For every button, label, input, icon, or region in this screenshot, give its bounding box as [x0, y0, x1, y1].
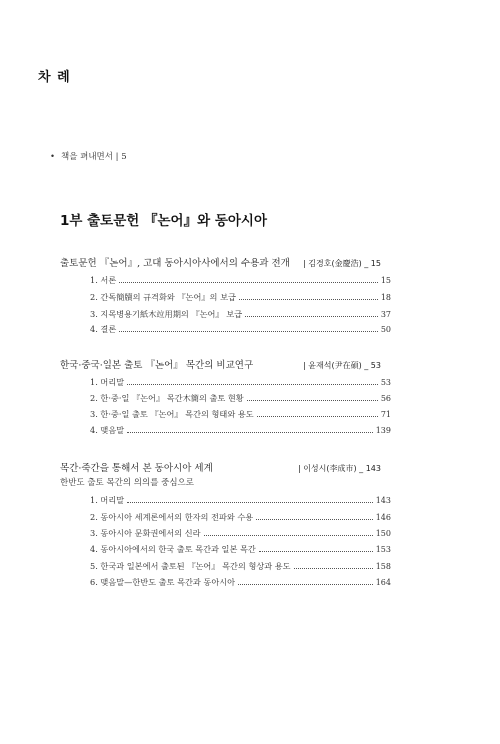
- dot-leader: [247, 399, 378, 401]
- toc-entry[interactable]: [90, 544, 391, 555]
- toc-entry[interactable]: [90, 577, 391, 588]
- entry-page: 143: [375, 496, 391, 505]
- toc-entry[interactable]: [90, 495, 391, 506]
- entry-page: 15: [380, 276, 391, 285]
- chapter-subtitle: 한반도 출토 목간의 의의를 중심으로: [60, 478, 194, 488]
- entry-label: 3. 동아시아 문화권에서의 신라: [90, 528, 201, 538]
- chapter-author-page: | 김경호(金慶浩) _ 15: [303, 259, 381, 268]
- entry-label: 1. 머리말: [90, 377, 125, 387]
- entry-page: 139: [375, 426, 391, 435]
- entry-page: 71: [380, 410, 391, 419]
- dot-leader: [127, 431, 373, 433]
- preface-entry[interactable]: [50, 150, 127, 162]
- entry-label: 5. 한국과 일본에서 출토된 『논어』 목간의 형상과 용도: [90, 561, 291, 571]
- toc-entry[interactable]: [90, 393, 391, 404]
- entry-label: 4. 동아시아에서의 한국 출토 목간과 일본 목간: [90, 544, 256, 554]
- toc-entry[interactable]: [90, 309, 391, 320]
- dot-leader: [257, 415, 378, 417]
- entry-label: 3. 지목병용기紙木竝用期의 『논어』 보급: [90, 309, 243, 319]
- toc-entry[interactable]: [90, 324, 391, 335]
- entry-label: 4. 결론: [90, 324, 117, 334]
- page-heading: 차 례: [38, 70, 71, 85]
- chapter-title: 한국·중국·일본 출토 『논어』 목간의 비교연구: [60, 360, 254, 371]
- entry-page: 158: [375, 562, 391, 571]
- entry-label: 3. 한·중·일 출토 『논어』 목간의 형태와 용도: [90, 409, 254, 419]
- entry-page: 53: [380, 378, 391, 387]
- entry-label: 1. 서론: [90, 275, 117, 285]
- entry-label: 4. 맺음말: [90, 425, 125, 435]
- entry-label: 2. 한·중·일 『논어』 목간木簡의 출토 현황: [90, 393, 244, 403]
- chapter-author-page: | 이성시(李成市) _ 143: [297, 464, 381, 473]
- entry-page: 50: [380, 325, 391, 334]
- dot-leader: [127, 383, 378, 385]
- dot-leader: [127, 501, 373, 503]
- toc-entry[interactable]: [90, 409, 391, 420]
- preface-label: 책을 펴내면서 | 5: [61, 152, 127, 162]
- dot-leader: [245, 315, 378, 317]
- dot-leader: [259, 550, 373, 552]
- dot-leader: [238, 583, 373, 585]
- chapter-author-page: | 윤재석(尹在碩) _ 53: [303, 361, 381, 370]
- toc-entry[interactable]: [90, 275, 391, 286]
- entry-page: 146: [375, 513, 391, 522]
- entry-label: 2. 동아시아 세계론에서의 한자의 전파와 수용: [90, 512, 254, 522]
- entry-label: 6. 맺음말—한반도 출토 목간과 동아시아: [90, 577, 236, 587]
- chapter-heading[interactable]: [60, 357, 381, 371]
- entry-page: 18: [380, 293, 391, 302]
- entry-page: 164: [375, 578, 391, 587]
- toc-entry[interactable]: [90, 528, 391, 539]
- chapter-heading[interactable]: [60, 255, 381, 269]
- entry-page: 153: [375, 545, 391, 554]
- toc-entry[interactable]: [90, 561, 391, 572]
- part-title: 1부 출토문헌 『논어』와 동아시아: [60, 213, 267, 229]
- toc-entry[interactable]: [90, 425, 391, 436]
- chapter-title: 출토문헌 『논어』, 고대 동아시아사에서의 수용과 전개: [60, 258, 290, 269]
- dot-leader: [204, 534, 373, 536]
- entry-page: 56: [380, 394, 391, 403]
- chapter-heading[interactable]: [60, 460, 381, 474]
- bullet-icon: •: [50, 152, 56, 162]
- toc-entry[interactable]: [90, 292, 391, 303]
- dot-leader: [119, 330, 378, 332]
- toc-entry[interactable]: [90, 512, 391, 523]
- entry-page: 150: [375, 529, 391, 538]
- dot-leader: [119, 281, 378, 283]
- entry-label: 2. 간독簡牘의 규격화와 『논어』의 보급: [90, 292, 236, 302]
- toc-entry[interactable]: [90, 377, 391, 388]
- chapter-title: 목간·죽간을 통해서 본 동아시아 세계: [60, 463, 213, 474]
- dot-leader: [239, 298, 378, 300]
- dot-leader: [256, 518, 373, 520]
- entry-label: 1. 머리말: [90, 495, 125, 505]
- dot-leader: [294, 567, 373, 569]
- entry-page: 37: [380, 310, 391, 319]
